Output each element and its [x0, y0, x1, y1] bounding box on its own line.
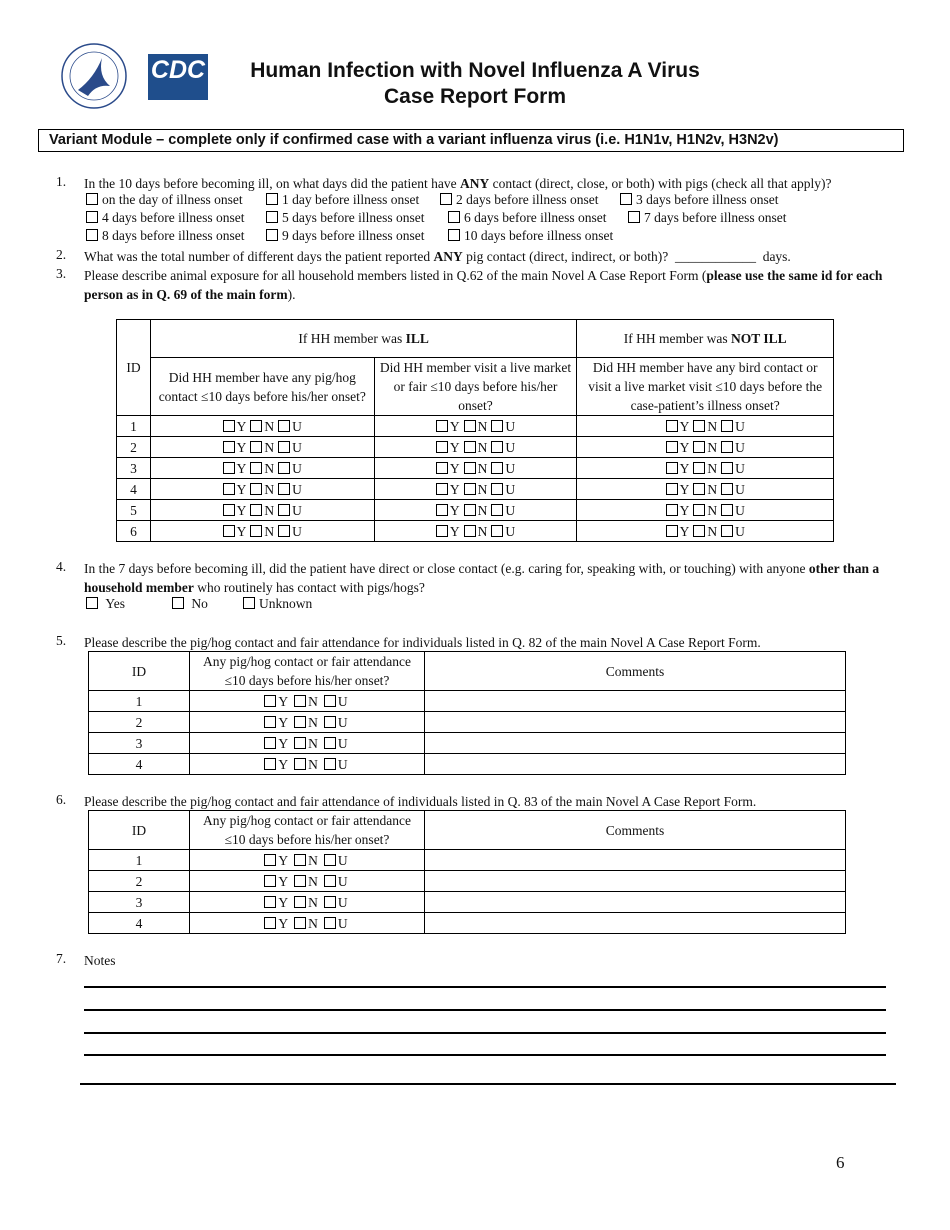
checkbox-label: Y	[449, 481, 460, 497]
row-id: 2	[89, 712, 190, 733]
form-title	[210, 58, 740, 110]
live-market-header: Did HH member visit a live market or fair ≤10 days before his/her onset?	[374, 358, 577, 416]
household-rows	[117, 416, 834, 542]
q6-text: Please describe the pig/hog contact and fair attendance of individuals listed in Q. 83 of the main Novel A Case Report Form.	[84, 794, 757, 809]
checkbox-label: U	[337, 873, 348, 889]
module-banner: Variant Module – complete only if confirmed case with a variant influenza virus (i.e. H1N1v, H1N2v, H3N2v)	[38, 129, 904, 152]
checkbox-n[interactable]	[294, 758, 306, 770]
checkbox-label: N	[477, 418, 488, 434]
ill-header: If HH member was ILL	[150, 320, 576, 358]
row-id: 3	[89, 892, 190, 913]
q1-text: In the 10 days before becoming ill, on what days did the patient have ANY contact (direct, close, or both) with pigs (check all that apply)?	[84, 176, 832, 191]
title-line-2: Case Report Form	[383, 85, 567, 108]
checkbox[interactable]	[620, 193, 632, 205]
checkbox-label: U	[505, 523, 516, 539]
checkbox-label: N	[477, 523, 488, 539]
checkbox-label: U	[337, 852, 348, 868]
table-row	[117, 500, 834, 521]
q5-number: 5.	[56, 633, 67, 648]
checkbox[interactable]	[448, 211, 460, 223]
table-row	[89, 913, 846, 934]
checkbox-label: U	[735, 439, 745, 455]
checkbox-label: Y	[278, 756, 289, 772]
q1-option[interactable]: 2 days before illness onset	[440, 192, 598, 208]
checkbox-label: Y	[449, 439, 460, 455]
checkbox-label: U	[337, 756, 348, 772]
household-exposure-table	[116, 319, 834, 542]
ynu-checkboxes	[190, 892, 425, 913]
checkbox-label: U	[292, 481, 302, 497]
checkbox-label: N	[308, 873, 318, 889]
checkbox-label: Y	[278, 873, 289, 889]
ynu-checkboxes	[577, 458, 834, 479]
checkbox-label: N	[477, 439, 488, 455]
comments-cell[interactable]	[425, 850, 846, 871]
table-row	[117, 437, 834, 458]
notes-line[interactable]	[84, 1054, 886, 1056]
checkbox-label: Y	[449, 460, 460, 476]
checkbox-label: U	[337, 915, 348, 931]
checkbox-n[interactable]	[464, 420, 476, 432]
checkbox-y[interactable]	[264, 875, 276, 887]
checkbox-n[interactable]	[250, 483, 262, 495]
checkbox-y[interactable]	[666, 504, 678, 516]
q1-option[interactable]: 9 days before illness onset	[266, 228, 424, 244]
q1-option[interactable]: 5 days before illness onset	[266, 210, 424, 226]
ynu-checkboxes	[190, 850, 425, 871]
checkbox-n[interactable]	[294, 875, 306, 887]
checkbox-u[interactable]	[491, 504, 503, 516]
checkbox-y[interactable]	[223, 441, 235, 453]
checkbox-u[interactable]	[721, 525, 733, 537]
checkbox-label: U	[292, 523, 302, 539]
checkbox-label: U	[292, 502, 302, 518]
checkbox-label: N	[308, 894, 318, 910]
header-logos	[58, 40, 208, 112]
q1-option[interactable]: 8 days before illness onset	[86, 228, 244, 244]
ynu-checkboxes	[150, 500, 374, 521]
checkbox-y[interactable]	[666, 462, 678, 474]
checkbox-label: Y	[449, 418, 460, 434]
q6-rows	[89, 850, 846, 934]
checkbox-label: Y	[236, 523, 247, 539]
checkbox-u[interactable]	[324, 896, 336, 908]
checkbox-label: N	[477, 460, 488, 476]
checkbox-label: U	[735, 523, 745, 539]
checkbox-y[interactable]	[436, 462, 448, 474]
checkbox-u[interactable]	[278, 525, 290, 537]
checkbox-label: N	[477, 502, 488, 518]
checkbox-n[interactable]	[693, 504, 705, 516]
checkbox[interactable]	[266, 193, 278, 205]
ynu-checkboxes	[150, 437, 374, 458]
notes-line[interactable]	[84, 1032, 886, 1034]
table-row	[117, 479, 834, 500]
checkbox-label: Y	[278, 735, 289, 751]
q1-option[interactable]: 7 days before illness onset	[628, 210, 786, 226]
q6-table	[88, 810, 846, 934]
checkbox-label: N	[707, 460, 718, 476]
checkbox-y[interactable]	[436, 483, 448, 495]
checkbox-label: N	[308, 756, 318, 772]
checkbox[interactable]	[86, 597, 98, 609]
ynu-checkboxes	[190, 871, 425, 892]
checkbox-label: U	[505, 418, 516, 434]
checkbox-n[interactable]	[464, 441, 476, 453]
ynu-checkboxes	[190, 913, 425, 934]
row-id: 2	[117, 437, 151, 458]
q6-comments-header: Comments	[425, 811, 846, 850]
checkbox-n[interactable]	[294, 917, 306, 929]
ynu-checkboxes	[374, 458, 577, 479]
checkbox-label: N	[308, 714, 318, 730]
q1-option[interactable]: on the day of illness onset	[86, 192, 243, 208]
checkbox-label: Y	[449, 523, 460, 539]
checkbox-label: Y	[236, 439, 247, 455]
checkbox-u[interactable]	[324, 758, 336, 770]
checkbox-u[interactable]	[324, 875, 336, 887]
checkbox-n[interactable]	[693, 441, 705, 453]
checkbox-label: U	[292, 439, 302, 455]
table-row	[117, 416, 834, 437]
checkbox[interactable]	[86, 193, 98, 205]
checkbox-label: N	[264, 418, 275, 434]
checkbox-label: N	[264, 481, 275, 497]
ynu-checkboxes	[150, 458, 374, 479]
checkbox-label: Y	[449, 502, 460, 518]
checkbox[interactable]	[266, 211, 278, 223]
checkbox[interactable]	[86, 229, 98, 241]
checkbox-label: U	[505, 481, 516, 497]
checkbox-n[interactable]	[693, 420, 705, 432]
row-id: 1	[117, 416, 151, 437]
checkbox-label: Y	[278, 693, 289, 709]
checkbox-u[interactable]	[278, 462, 290, 474]
checkbox-label: U	[735, 418, 745, 434]
checkbox-label: N	[308, 915, 318, 931]
checkbox-y[interactable]	[223, 420, 235, 432]
checkbox-label: U	[337, 735, 348, 751]
checkbox-label: Y	[236, 502, 247, 518]
checkbox-y[interactable]	[666, 525, 678, 537]
table-row	[89, 733, 846, 754]
checkbox-n[interactable]	[294, 854, 306, 866]
checkbox-y[interactable]	[223, 462, 235, 474]
checkbox-label: U	[735, 460, 745, 476]
checkbox-u[interactable]	[324, 716, 336, 728]
table-row	[89, 871, 846, 892]
q5-contact-header: Any pig/hog contact or fair attendance ≤10 days before his/her onset?	[190, 652, 425, 691]
comments-cell[interactable]	[425, 871, 846, 892]
ynu-checkboxes	[374, 521, 577, 542]
checkbox-label: Y	[278, 714, 289, 730]
checkbox[interactable]	[86, 211, 98, 223]
page-number: 6	[836, 1153, 845, 1172]
checkbox-y[interactable]	[264, 695, 276, 707]
row-id: 1	[89, 850, 190, 871]
checkbox-label: U	[735, 502, 745, 518]
checkbox-u[interactable]	[278, 420, 290, 432]
checkbox-y[interactable]	[223, 483, 235, 495]
ynu-checkboxes	[190, 712, 425, 733]
notes-line[interactable]	[84, 986, 886, 988]
comments-cell[interactable]	[425, 712, 846, 733]
checkbox-u[interactable]	[721, 483, 733, 495]
checkbox-y[interactable]	[436, 504, 448, 516]
checkbox-label: N	[308, 735, 318, 751]
q4-option-yes[interactable]: Yes	[86, 596, 125, 612]
checkbox-label: U	[735, 481, 745, 497]
not-ill-header: If HH member was NOT ILL	[577, 320, 834, 358]
checkbox-n[interactable]	[464, 462, 476, 474]
checkbox-y[interactable]	[264, 758, 276, 770]
checkbox-label: N	[707, 418, 718, 434]
checkbox-label: Y	[679, 523, 690, 539]
checkbox-n[interactable]	[693, 462, 705, 474]
checkbox-label: U	[292, 460, 302, 476]
checkbox[interactable]	[628, 211, 640, 223]
q3-text: Please describe animal exposure for all household members listed in Q.62 of the main Novel A Case Report Form (please use the same id for each person as in Q. 69 of the main form).	[84, 268, 883, 302]
ynu-checkboxes	[577, 521, 834, 542]
row-id: 2	[89, 871, 190, 892]
q6-contact-header: Any pig/hog contact or fair attendance ≤10 days before his/her onset?	[190, 811, 425, 850]
row-id: 5	[117, 500, 151, 521]
ynu-checkboxes	[374, 437, 577, 458]
checkbox-label: N	[477, 481, 488, 497]
checkbox-u[interactable]	[491, 525, 503, 537]
ynu-checkboxes	[577, 416, 834, 437]
cdc-logo: CDC	[150, 56, 206, 84]
checkbox-y[interactable]	[436, 420, 448, 432]
row-id: 4	[89, 754, 190, 775]
row-id: 6	[117, 521, 151, 542]
checkbox-n[interactable]	[250, 462, 262, 474]
checkbox[interactable]	[266, 229, 278, 241]
q7-number: 7.	[56, 951, 67, 966]
q5-rows	[89, 691, 846, 775]
table-row	[117, 458, 834, 479]
checkbox-label: U	[292, 418, 302, 434]
table-row	[89, 754, 846, 775]
checkbox-label: N	[264, 439, 275, 455]
checkbox-y[interactable]	[264, 917, 276, 929]
ynu-checkboxes	[374, 416, 577, 437]
checkbox-label: U	[505, 439, 516, 455]
checkbox-n[interactable]	[250, 525, 262, 537]
q5-table	[88, 651, 846, 775]
checkbox-u[interactable]	[721, 441, 733, 453]
checkbox-label: N	[707, 481, 718, 497]
checkbox-label: N	[707, 439, 718, 455]
row-id: 4	[89, 913, 190, 934]
checkbox-label: Y	[278, 852, 289, 868]
checkbox-label: N	[308, 852, 318, 868]
checkbox-n[interactable]	[294, 716, 306, 728]
table-row	[117, 521, 834, 542]
notes-line[interactable]	[80, 1083, 896, 1085]
q1-number: 1.	[56, 174, 67, 189]
checkbox-u[interactable]	[491, 462, 503, 474]
checkbox-label: Y	[236, 418, 247, 434]
checkbox-n[interactable]	[250, 420, 262, 432]
checkbox-u[interactable]	[491, 441, 503, 453]
checkbox-label: U	[337, 894, 348, 910]
checkbox-label: U	[337, 693, 348, 709]
checkbox-y[interactable]	[264, 737, 276, 749]
checkbox-u[interactable]	[278, 504, 290, 516]
checkbox-label: N	[264, 502, 275, 518]
checkbox-y[interactable]	[436, 441, 448, 453]
checkbox-u[interactable]	[324, 737, 336, 749]
checkbox-y[interactable]	[223, 525, 235, 537]
checkbox-n[interactable]	[294, 737, 306, 749]
title-line-1: Human Infection with Novel Influenza A Virus	[250, 59, 700, 82]
q5-id-header: ID	[89, 652, 190, 691]
q2-days-blank[interactable]: ____________	[674, 249, 756, 264]
q1-option[interactable]: 4 days before illness onset	[86, 210, 244, 226]
checkbox-y[interactable]	[223, 504, 235, 516]
checkbox-label: N	[264, 523, 275, 539]
q4-text: In the 7 days before becoming ill, did the patient have direct or close contact (e.g. caring for, speaking with, or touching) with anyone other than a household member who routinely has contact with pigs/hogs?	[84, 561, 880, 595]
checkbox-y[interactable]	[264, 716, 276, 728]
checkbox[interactable]	[172, 597, 184, 609]
checkbox-n[interactable]	[464, 504, 476, 516]
comments-cell[interactable]	[425, 754, 846, 775]
checkbox-n[interactable]	[464, 483, 476, 495]
ynu-checkboxes	[150, 521, 374, 542]
q2-text: What was the total number of different days the patient reported ANY pig contact (direct, indirect, or both)? ____________ days.	[84, 249, 791, 264]
checkbox-u[interactable]	[721, 420, 733, 432]
q6-id-header: ID	[89, 811, 190, 850]
q1-option[interactable]: 1 day before illness onset	[266, 192, 419, 208]
id-header: ID	[117, 320, 151, 416]
checkbox-u[interactable]	[721, 504, 733, 516]
comments-cell[interactable]	[425, 691, 846, 712]
checkbox-y[interactable]	[666, 483, 678, 495]
checkbox[interactable]	[448, 229, 460, 241]
comments-cell[interactable]	[425, 733, 846, 754]
checkbox-label: Y	[679, 502, 690, 518]
row-id: 3	[117, 458, 151, 479]
checkbox-label: Y	[679, 460, 690, 476]
q7-text: Notes	[84, 953, 116, 968]
ynu-checkboxes	[190, 754, 425, 775]
ynu-checkboxes	[577, 500, 834, 521]
ynu-checkboxes	[190, 733, 425, 754]
checkbox-label: N	[308, 693, 318, 709]
row-id: 3	[89, 733, 190, 754]
checkbox-label: Y	[236, 460, 247, 476]
checkbox-n[interactable]	[250, 504, 262, 516]
row-id: 1	[89, 691, 190, 712]
checkbox-y[interactable]	[264, 896, 276, 908]
checkbox-n[interactable]	[464, 525, 476, 537]
q1-option[interactable]: 6 days before illness onset	[448, 210, 606, 226]
checkbox-label: N	[707, 523, 718, 539]
checkbox-u[interactable]	[324, 854, 336, 866]
checkbox-y[interactable]	[666, 420, 678, 432]
q4-option-no[interactable]: No	[172, 596, 208, 612]
checkbox-label: Y	[278, 894, 289, 910]
checkbox-y[interactable]	[666, 441, 678, 453]
checkbox-n[interactable]	[294, 695, 306, 707]
table-row	[89, 892, 846, 913]
checkbox-u[interactable]	[324, 695, 336, 707]
checkbox-label: Y	[679, 439, 690, 455]
q2-number: 2.	[56, 247, 67, 262]
checkbox-u[interactable]	[278, 441, 290, 453]
checkbox-label: Y	[278, 915, 289, 931]
checkbox-u[interactable]	[324, 917, 336, 929]
ynu-checkboxes	[577, 479, 834, 500]
checkbox-y[interactable]	[436, 525, 448, 537]
checkbox-n[interactable]	[294, 896, 306, 908]
comments-cell[interactable]	[425, 913, 846, 934]
checkbox-label: N	[264, 460, 275, 476]
q5-text: Please describe the pig/hog contact and fair attendance for individuals listed in Q. 82 of the main Novel A Case Report Form.	[84, 635, 761, 650]
q5-comments-header: Comments	[425, 652, 846, 691]
checkbox-n[interactable]	[250, 441, 262, 453]
checkbox-u[interactable]	[721, 462, 733, 474]
q6-number: 6.	[56, 792, 67, 807]
checkbox-u[interactable]	[491, 483, 503, 495]
ynu-checkboxes	[374, 479, 577, 500]
q3-number: 3.	[56, 266, 67, 281]
checkbox[interactable]	[243, 597, 255, 609]
checkbox-label: U	[337, 714, 348, 730]
checkbox-n[interactable]	[693, 483, 705, 495]
table-row	[89, 691, 846, 712]
table-row	[89, 712, 846, 733]
q1-option[interactable]: 3 days before illness onset	[620, 192, 778, 208]
bird-contact-header: Did HH member have any bird contact or visit a live market visit ≤10 days before the case-patient’s illness onset?	[577, 358, 834, 416]
checkbox-u[interactable]	[491, 420, 503, 432]
checkbox-y[interactable]	[264, 854, 276, 866]
checkbox-label: Y	[679, 481, 690, 497]
ynu-checkboxes	[374, 500, 577, 521]
checkbox-u[interactable]	[278, 483, 290, 495]
ynu-checkboxes	[150, 479, 374, 500]
table-row	[89, 850, 846, 871]
ynu-checkboxes	[190, 691, 425, 712]
checkbox-n[interactable]	[693, 525, 705, 537]
checkbox[interactable]	[440, 193, 452, 205]
checkbox-label: Y	[236, 481, 247, 497]
ynu-checkboxes	[577, 437, 834, 458]
q4-number: 4.	[56, 559, 67, 574]
q1-option[interactable]: 10 days before illness onset	[448, 228, 613, 244]
ynu-checkboxes	[150, 416, 374, 437]
row-id: 4	[117, 479, 151, 500]
checkbox-label: U	[505, 502, 516, 518]
checkbox-label: U	[505, 460, 516, 476]
notes-line[interactable]	[84, 1009, 886, 1011]
checkbox-label: N	[707, 502, 718, 518]
comments-cell[interactable]	[425, 892, 846, 913]
pig-contact-header: Did HH member have any pig/hog contact ≤10 days before his/her onset?	[150, 358, 374, 416]
checkbox-label: Y	[679, 418, 690, 434]
q4-option-unknown[interactable]: Unknown	[243, 596, 312, 612]
